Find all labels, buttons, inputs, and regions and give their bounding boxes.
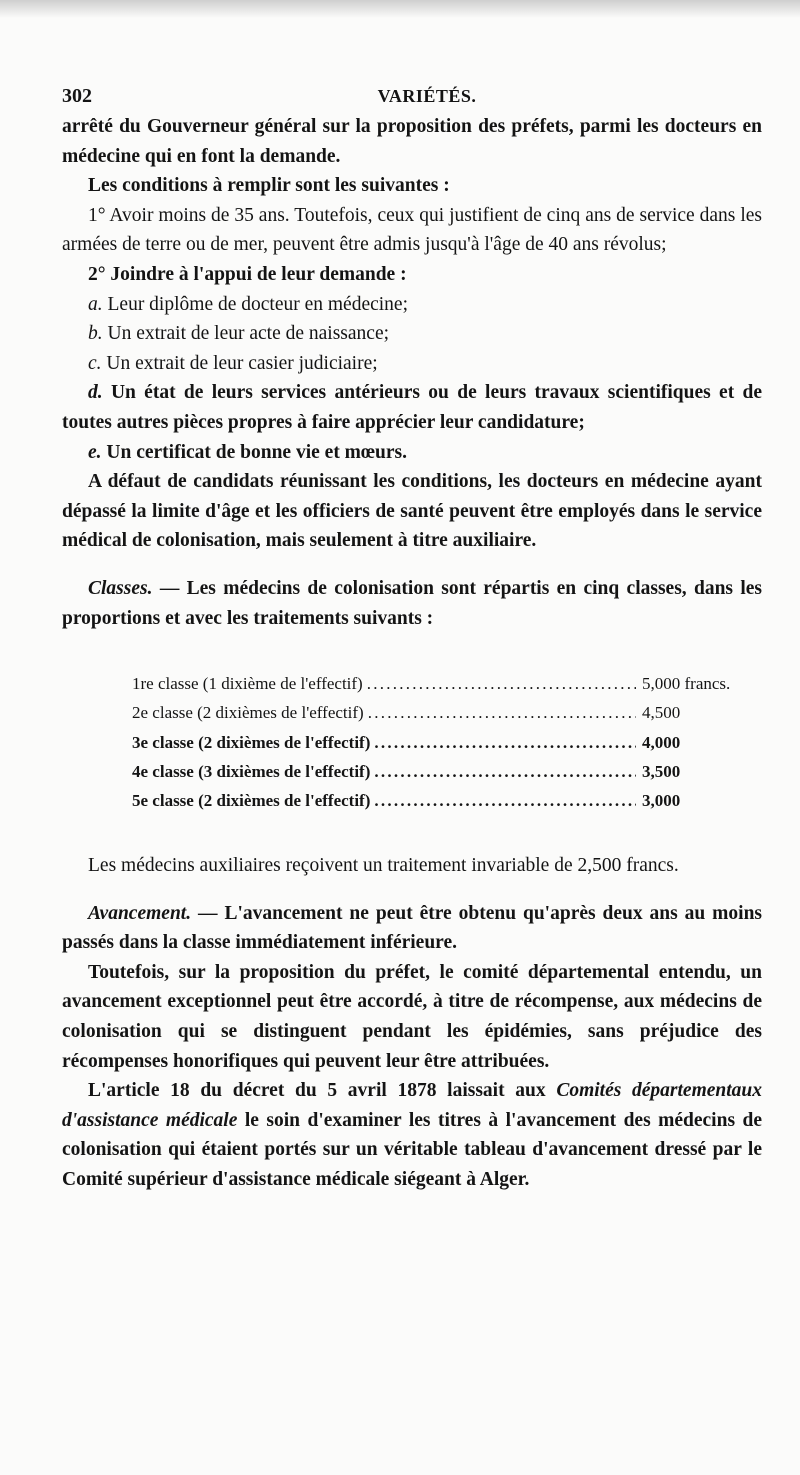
table-row [62, 786, 762, 815]
class-salary: 5,000 francs. [642, 674, 731, 694]
salary-table [62, 669, 762, 815]
auxiliaires-paragraph: Les médecins auxiliaires reçoivent un traitement invariable de 2,500 francs. [88, 855, 679, 877]
list-letter: a. [88, 293, 103, 315]
classes-text: — Les médecins de colonisation sont répartis en cinq classes, dans les proportions et avec les traitements suivants : [62, 577, 762, 629]
leader-dots [368, 698, 636, 727]
spacer [62, 556, 762, 574]
list-text: Un certificat de bonne vie et mœurs. [106, 441, 407, 463]
leader-dots [367, 669, 636, 698]
table-row [62, 757, 762, 786]
list-item-c [62, 349, 762, 379]
scan-edge [0, 0, 800, 18]
class-label: 1re classe (1 dixième de l'effectif) [132, 674, 363, 694]
list-item-a [62, 290, 762, 320]
classes-label: Classes. [88, 577, 153, 599]
list-text: Leur diplôme de docteur en médecine; [107, 293, 408, 315]
list-letter: e. [88, 441, 102, 463]
condition-2: 2° Joindre à l'appui de leur demande : [88, 263, 407, 285]
avancement-paragraph-3 [62, 1076, 762, 1194]
list-item-e [62, 438, 762, 468]
list-letter: c. [88, 352, 102, 374]
class-salary: 3,000 [642, 790, 681, 810]
class-salary: 4,500 [642, 703, 681, 723]
page-number: 302 [62, 85, 92, 107]
para3-end: le soin d'examiner les titres à l'avancement des médecins de colonisation qui étaient portés sur un véritable tableau d'avancement dressé par le Comité supérieur d'assistance médicale siégeant à Alger. [62, 1109, 763, 1191]
class-label: 4e classe (3 dixièmes de l'effectif) [132, 761, 371, 781]
table-row [62, 669, 762, 698]
list-item-b [62, 319, 762, 349]
avancement-paragraph-2: Toutefois, sur la proposition du préfet, le comité départemental entendu, un avancement exceptionnel peut être accordé, à titre de récompense, aux médecins de colonisation qui se distinguent pendant les épidémies, sans préjudice des récompenses honorifiques qui peuvent leur être attribuées. [62, 961, 762, 1072]
classes-paragraph [62, 574, 762, 633]
avancement-text: — L'avancement ne peut être obtenu qu'après deux ans au moins passés dans la classe immédiatement inférieure. [62, 902, 762, 954]
list-item-d [62, 378, 762, 437]
avancement-label: Avancement. [88, 902, 192, 924]
class-label: 2e classe (2 dixièmes de l'effectif) [132, 703, 364, 723]
continuation-paragraph: arrêté du Gouverneur général sur la proposition des préfets, parmi les docteurs en médecine qui en font la demande. [62, 116, 762, 167]
table-row [62, 728, 762, 757]
list-text: Un état de leurs services antérieurs ou de leurs travaux scientifiques et de toutes autres pièces propres à faire apprécier leur candidature; [62, 382, 762, 433]
list-text: Un extrait de leur acte de naissance; [107, 323, 390, 345]
leader-dots [374, 728, 636, 757]
para3-italic: Comités départementaux d'assistance médicale [62, 1080, 763, 1131]
spacer [62, 881, 762, 899]
para3-start: L'article 18 du décret du 5 avril 1878 laissait aux [88, 1080, 546, 1102]
condition-1: 1° Avoir moins de 35 ans. Toutefois, ceux qui justifient de cinq ans de service dans les armées de terre ou de mer, peuvent être admis jusqu'à l'âge de 40 ans révolus; [62, 204, 762, 256]
list-text: Un extrait de leur casier judiciaire; [106, 352, 378, 374]
running-head [62, 72, 762, 112]
list-letter: d. [88, 382, 103, 404]
avancement-paragraph [62, 899, 762, 958]
class-label: 3e classe (2 dixièmes de l'effectif) [132, 732, 371, 752]
class-salary: 4,000 [642, 732, 681, 752]
list-letter: b. [88, 323, 103, 345]
class-salary: 3,500 [642, 761, 681, 781]
conditions-lead: Les conditions à remplir sont les suivantes : [88, 175, 450, 197]
leader-dots [374, 757, 636, 786]
running-title: VARIÉTÉS. [377, 86, 477, 106]
class-label: 5e classe (2 dixièmes de l'effectif) [132, 790, 371, 810]
leader-dots [374, 786, 636, 815]
default-paragraph: A défaut de candidats réunissant les conditions, les docteurs en médecine ayant dépassé la limite d'âge et les officiers de santé peuvent être employés dans le service médical de colonisation, mais seulement à titre auxiliaire. [62, 471, 762, 552]
book-page [62, 72, 762, 1195]
table-row [62, 698, 762, 727]
